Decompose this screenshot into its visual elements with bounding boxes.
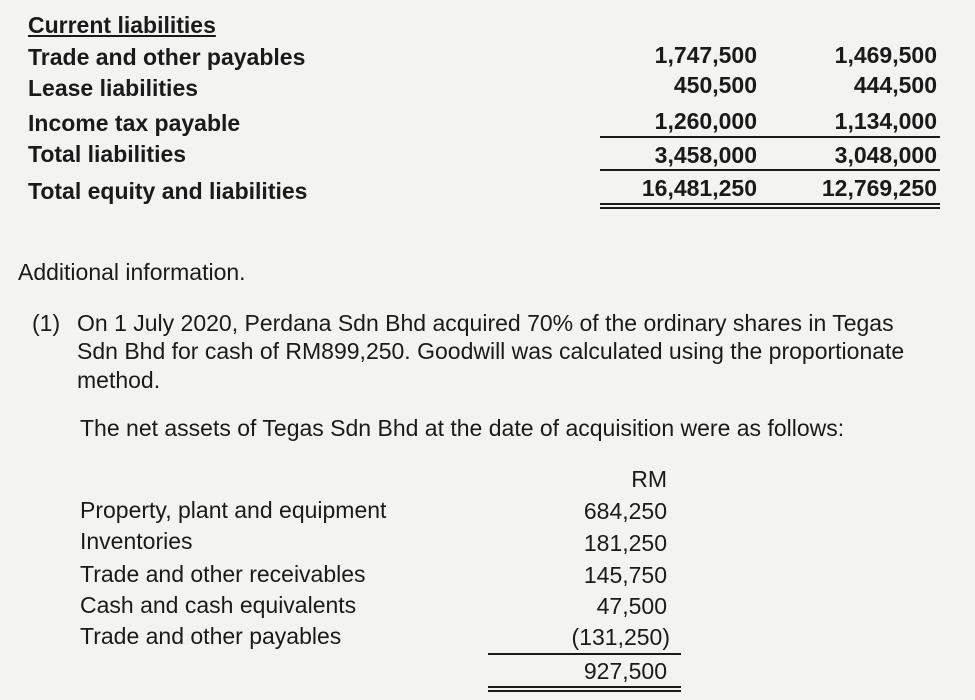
row-label-total-liabilities: Total liabilities	[28, 141, 187, 167]
subtotal-rule	[600, 136, 940, 138]
row-col1-total-equity-liabilities: 16,481,250	[641, 175, 757, 201]
row-col2-lease-liabilities: 444,500	[853, 72, 937, 98]
current-liabilities-heading: Current liabilities	[28, 12, 216, 38]
net-assets-double-rule-bottom	[488, 690, 681, 692]
net-assets-subtotal-rule	[488, 653, 681, 655]
asset-label-receivables: Trade and other receivables	[80, 561, 366, 587]
row-col2-total-equity-liabilities: 12,769,250	[821, 175, 937, 201]
row-label-trade-payables: Trade and other payables	[28, 44, 306, 70]
row-label-total-equity-liabilities: Total equity and liabilities	[28, 178, 308, 204]
asset-label-inventories: Inventories	[80, 528, 193, 554]
row-col1-lease-liabilities: 450,500	[673, 72, 757, 98]
item-number: (1)	[32, 310, 61, 336]
row-col2-total-liabilities: 3,048,000	[834, 142, 937, 168]
item-text-line-2: Sdn Bhd for cash of RM899,250. Goodwill was calculated using the proportionate	[77, 338, 905, 364]
row-col2-trade-payables: 1,469,500	[834, 42, 937, 68]
asset-value-receivables: 145,750	[583, 562, 667, 588]
net-assets-double-rule-top	[488, 686, 681, 688]
row-col1-trade-payables: 1,747,500	[654, 42, 757, 68]
net-assets-intro: The net assets of Tegas Sdn Bhd at the date of acquisition were as follows:	[80, 415, 845, 441]
item-text-line-1: On 1 July 2020, Perdana Sdn Bhd acquired 70% of the ordinary shares in Tegas	[77, 310, 894, 336]
row-col1-income-tax: 1,260,000	[654, 108, 757, 134]
total-rule	[600, 169, 940, 171]
row-label-income-tax: Income tax payable	[28, 110, 241, 136]
net-assets-total: 927,500	[583, 658, 667, 684]
row-label-lease-liabilities: Lease liabilities	[28, 75, 199, 101]
additional-info-heading: Additional information.	[18, 259, 246, 285]
grand-total-double-rule-bottom	[600, 207, 940, 209]
item-text-line-3: method.	[77, 367, 161, 393]
currency-header: RM	[631, 466, 667, 492]
asset-value-ppe: 684,250	[583, 498, 667, 524]
asset-value-payables: (131,250)	[571, 624, 670, 650]
row-col1-total-liabilities: 3,458,000	[654, 142, 757, 168]
asset-label-ppe: Property, plant and equipment	[80, 497, 387, 523]
grand-total-double-rule-top	[600, 203, 940, 205]
asset-value-cash: 47,500	[596, 593, 667, 619]
row-col2-income-tax: 1,134,000	[834, 108, 937, 134]
asset-label-cash: Cash and cash equivalents	[80, 592, 357, 618]
asset-value-inventories: 181,250	[583, 530, 667, 556]
asset-label-payables: Trade and other payables	[80, 623, 342, 649]
